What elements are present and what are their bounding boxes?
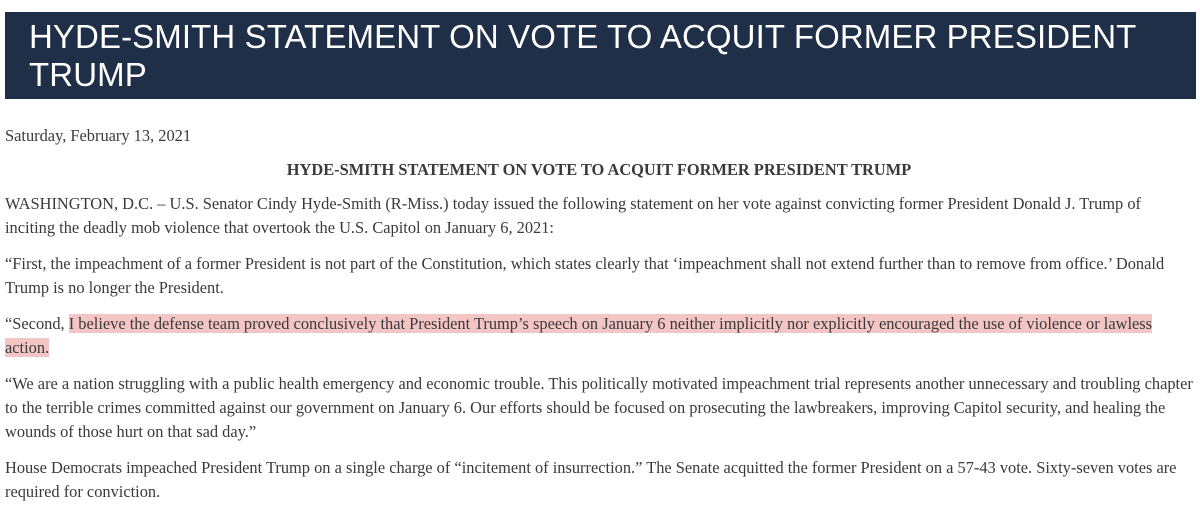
highlighted-quote: I believe the defense team proved conclusively that President Trump’s speech on January 6 neither implicitly nor explicitly encouraged the use of violence or lawless action. bbox=[5, 314, 1153, 357]
paragraph-second-point bbox=[5, 312, 1193, 360]
page-title: HYDE-SMITH STATEMENT ON VOTE TO ACQUIT FORMER PRESIDENT TRUMP bbox=[29, 18, 1136, 93]
second-point-lead: “Second, bbox=[5, 314, 69, 333]
paragraph-vote-result: House Democrats impeached President Trump on a single charge of “incitement of insurrection.” The Senate acquitted the former President on a 57-43 vote. Sixty-seven votes are required for conviction. bbox=[5, 458, 1177, 501]
publish-date: Saturday, February 13, 2021 bbox=[5, 126, 192, 145]
article-body bbox=[5, 124, 1193, 516]
title-banner bbox=[5, 12, 1196, 99]
paragraph-intro: WASHINGTON, D.C. – U.S. Senator Cindy Hyde-Smith (R-Miss.) today issued the following statement on her vote against convicting former President Donald J. Trump of inciting the deadly mob violence that overtook the U.S. Capitol on January 6, 2021: bbox=[5, 194, 1142, 237]
statement-heading: HYDE-SMITH STATEMENT ON VOTE TO ACQUIT FORMER PRESIDENT TRUMP bbox=[286, 160, 912, 179]
paragraph-third-point: “We are a nation struggling with a public health emergency and economic trouble. This politically motivated impeachment trial represents another unnecessary and troubling chapter to the terrible crimes committed against our government on January 6. Our efforts should be focused on prosecuting the lawbreakers, improving Capitol security, and healing the wounds of those hurt on that sad day.” bbox=[5, 374, 1193, 441]
paragraph-first-point: “First, the impeachment of a former President is not part of the Constitution, which states clearly that ‘impeachment shall not extend further than to remove from office.’ Donald Trump is no longer the President. bbox=[5, 254, 1165, 297]
